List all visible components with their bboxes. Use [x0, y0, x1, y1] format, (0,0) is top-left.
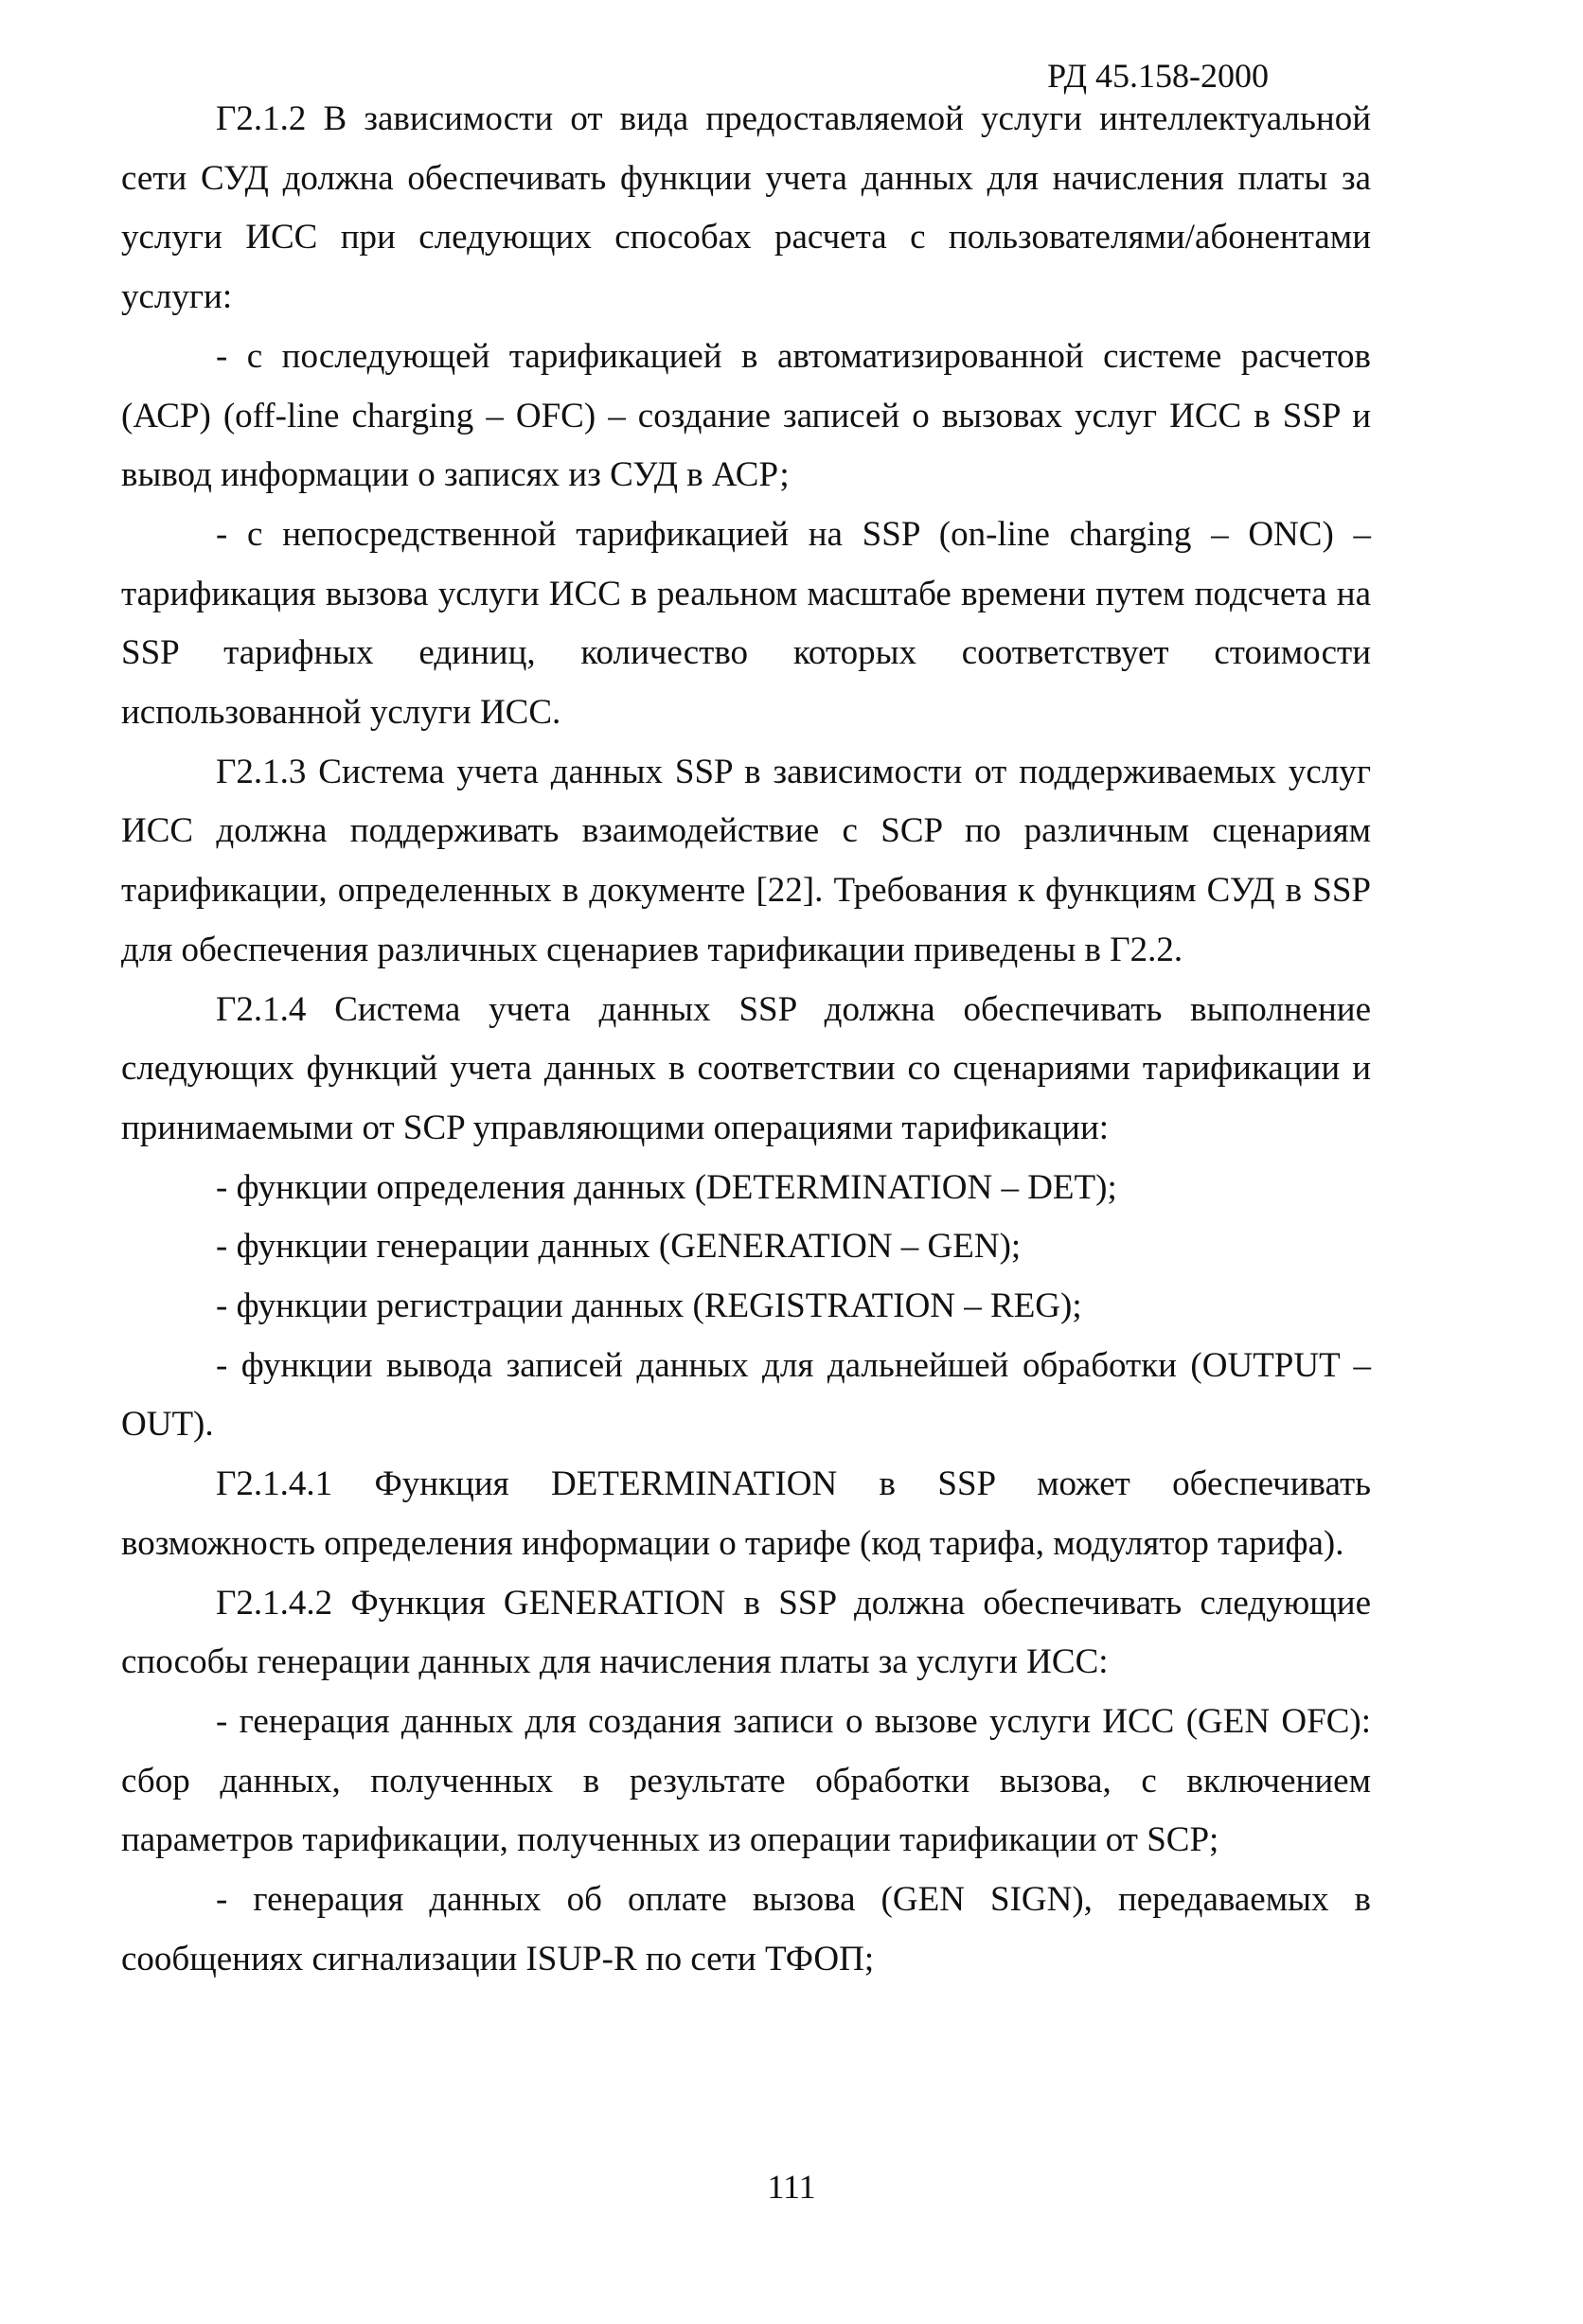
list-item-offline-charging: - с последующей тарификацией в автоматизированной системе расчетов (АСР) (off-line charging – OFC) – создание записей о вызовах услуг ИСС в SSP и вывод информации о записях из СУД в АСР; [121, 336, 1371, 495]
page-number: 111 [767, 2168, 816, 2206]
list-item-gen-sign: - генерация данных об оплате вызова (GEN SIGN), передаваемых в сообщениях сигнализации ISUP-R по сети ТФОП; [121, 1880, 1371, 1978]
list-item-generation: - функции генерации данных (GENERATION – GEN); [216, 1227, 1022, 1267]
paragraph-g2-1-4-2: Г2.1.4.2 Функция GENERATION в SSP должна обеспечивать следующие способы генерации данных для начисления платы за услуги ИСС: [121, 1583, 1371, 1682]
list-item-output: - функции вывода записей данных для дальнейшей обработки (OUTPUT – OUT). [121, 1345, 1371, 1445]
paragraph-g2-1-2: Г2.1.2 В зависимости от вида предоставляемой услуги интеллектуальной сети СУД должна обеспечивать функции учета данных для начисления платы за услуги ИСС при следующих способах расчета с пользователями/абонентами услуги: [121, 99, 1371, 317]
document-body [121, 90, 1371, 1990]
list-item-determination: - функции определения данных (DETERMINATION – DET); [216, 1167, 1117, 1207]
list-item-gen-ofc: - генерация данных для создания записи о вызове услуги ИСС (GEN OFC): сбор данных, полученных в результате обработки вызова, с включением параметров тарификации, полученных из операции тарификации от SCP; [121, 1701, 1371, 1860]
paragraph-g2-1-3: Г2.1.3 Система учета данных SSP в зависимости от поддерживаемых услуг ИСС должна поддерживать взаимодействие с SCP по различным сценариям тарификации, определенных в документе [22]. Требования к функциям СУД в SSP для обеспечения различных сценариев тарификации приведены в Г2.2. [121, 752, 1371, 969]
paragraph-g2-1-4-1: Г2.1.4.1 Функция DETERMINATION в SSP может обеспечивать возможность определения информации о тарифе (код тарифа, модулятор тарифа). [121, 1464, 1371, 1563]
document-code: РД 45.158-2000 [1047, 57, 1269, 95]
list-item-online-charging: - с непосредственной тарификацией на SSP (on-line charging – ONC) – тарификация вызова услуги ИСС в реальном масштабе времени путем подсчета на SSP тарифных единиц, количество которых соответствует стоимости использованной услуги ИСС. [121, 514, 1371, 733]
paragraph-g2-1-4: Г2.1.4 Система учета данных SSP должна обеспечивать выполнение следующих функций учета данных в соответствии со сценариями тарификации и принимаемыми от SCP управляющими операциями тарификации: [121, 989, 1371, 1147]
list-item-registration: - функции регистрации данных (REGISTRATION – REG); [216, 1286, 1082, 1326]
